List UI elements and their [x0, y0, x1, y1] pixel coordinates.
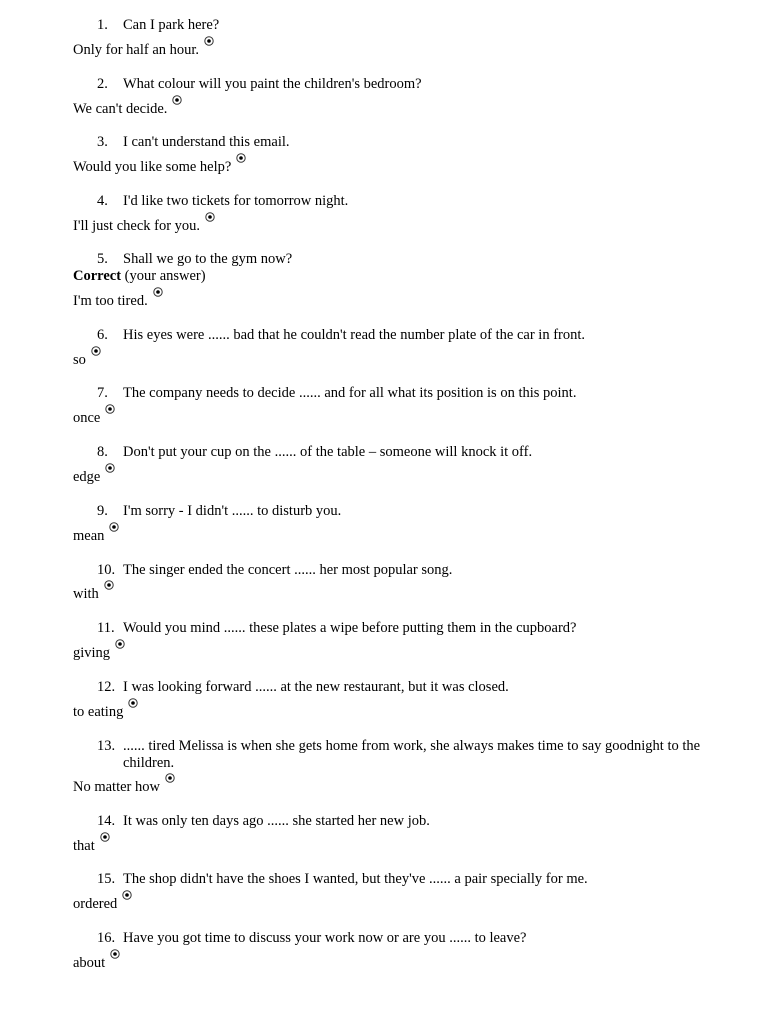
answer-option-5[interactable]	[73, 293, 163, 310]
answer-option-13[interactable]	[73, 779, 175, 796]
question-number: 2.	[97, 76, 108, 92]
radio-selected-icon[interactable]	[122, 890, 132, 900]
radio-selected-icon[interactable]	[105, 404, 115, 414]
question-text: ...... tired Melissa is when she gets home from work, she always makes time to say goodnight to the children.	[123, 738, 701, 771]
feedback-note: (your answer)	[124, 268, 206, 284]
question-15	[97, 871, 747, 888]
radio-selected-icon[interactable]	[153, 287, 163, 297]
answer-option-9[interactable]	[73, 528, 119, 545]
question-number: 4.	[97, 193, 108, 209]
question-text: The singer ended the concert ...... her most popular song.	[123, 562, 453, 578]
question-16	[97, 930, 747, 947]
answer-text: with	[73, 586, 99, 602]
answer-text: giving	[73, 645, 111, 661]
question-9	[97, 503, 747, 520]
answer-text: to eating	[73, 704, 124, 720]
question-8	[97, 444, 747, 461]
question-5	[97, 251, 747, 268]
radio-selected-icon[interactable]	[110, 949, 120, 959]
question-number: 16.	[97, 930, 116, 946]
question-13	[97, 738, 747, 772]
radio-selected-icon[interactable]	[104, 580, 114, 590]
question-number: 5.	[97, 251, 108, 267]
radio-selected-icon[interactable]	[236, 153, 246, 163]
question-4	[97, 193, 747, 210]
question-text: His eyes were ...... bad that he couldn't read the number plate of the car in front.	[123, 327, 586, 343]
answer-text: mean	[73, 528, 105, 544]
question-number: 13.	[97, 738, 116, 754]
question-text: Don't put your cup on the ...... of the table – someone will knock it off.	[123, 444, 533, 460]
answer-option-7[interactable]	[73, 410, 115, 427]
radio-selected-icon[interactable]	[204, 36, 214, 46]
question-1	[97, 17, 747, 34]
answer-text: once	[73, 410, 101, 426]
question-number: 7.	[97, 385, 108, 401]
question-text: It was only ten days ago ...... she started her new job.	[123, 813, 430, 829]
question-text: I'm sorry - I didn't ...... to disturb you.	[123, 503, 342, 519]
answer-option-16[interactable]	[73, 955, 120, 972]
question-11	[97, 620, 747, 637]
answer-text: Only for half an hour.	[73, 42, 200, 58]
radio-selected-icon[interactable]	[100, 832, 110, 842]
question-number: 8.	[97, 444, 108, 460]
question-text: I can't understand this email.	[123, 134, 290, 150]
question-text: I'd like two tickets for tomorrow night.	[123, 193, 349, 209]
question-number: 11.	[97, 620, 115, 636]
question-text: Shall we go to the gym now?	[123, 251, 293, 267]
question-10	[97, 562, 747, 579]
correct-label: Correct	[73, 268, 122, 284]
answer-option-2[interactable]	[73, 101, 182, 118]
answer-text: Would you like some help?	[73, 159, 232, 175]
radio-selected-icon[interactable]	[105, 463, 115, 473]
question-number: 1.	[97, 17, 108, 33]
question-number: 15.	[97, 871, 116, 887]
radio-selected-icon[interactable]	[172, 95, 182, 105]
answer-text: so	[73, 352, 86, 368]
question-number: 10.	[97, 562, 116, 578]
answer-option-3[interactable]	[73, 159, 246, 176]
question-text: Can I park here?	[123, 17, 220, 33]
answer-option-12[interactable]	[73, 704, 138, 721]
question-number: 3.	[97, 134, 108, 150]
answer-text: I'll just check for you.	[73, 218, 201, 234]
question-number: 6.	[97, 327, 108, 343]
answer-option-6[interactable]	[73, 352, 101, 369]
answer-text: about	[73, 955, 106, 971]
answer-text: We can't decide.	[73, 101, 168, 117]
question-text: I was looking forward ...... at the new restaurant, but it was closed.	[123, 679, 509, 695]
question-text: The company needs to decide ...... and for all what its position is on this point.	[123, 385, 577, 401]
radio-selected-icon[interactable]	[115, 639, 125, 649]
answer-option-14[interactable]	[73, 838, 110, 855]
answer-text: No matter how	[73, 779, 160, 795]
answer-option-11[interactable]	[73, 645, 125, 662]
question-3	[97, 134, 747, 151]
answer-text: ordered	[73, 896, 118, 912]
question-7	[97, 385, 747, 402]
answer-option-4[interactable]	[73, 218, 215, 235]
answer-option-10[interactable]	[73, 586, 114, 603]
feedback-line	[73, 268, 206, 285]
question-12	[97, 679, 747, 696]
question-6	[97, 327, 747, 344]
radio-selected-icon[interactable]	[128, 698, 138, 708]
question-text: What colour will you paint the children's bedroom?	[123, 76, 422, 92]
question-number: 12.	[97, 679, 116, 695]
answer-text: edge	[73, 469, 101, 485]
radio-selected-icon[interactable]	[91, 346, 101, 356]
question-text: Would you mind ...... these plates a wipe before putting them in the cupboard?	[123, 620, 577, 636]
radio-selected-icon[interactable]	[109, 522, 119, 532]
answer-option-8[interactable]	[73, 469, 115, 486]
answer-text: I'm too tired.	[73, 293, 148, 309]
radio-selected-icon[interactable]	[205, 212, 215, 222]
answer-option-1[interactable]	[73, 42, 214, 59]
radio-selected-icon[interactable]	[165, 773, 175, 783]
question-text: Have you got time to discuss your work now or are you ...... to leave?	[123, 930, 527, 946]
question-2	[97, 76, 747, 93]
question-14	[97, 813, 747, 830]
question-number: 9.	[97, 503, 108, 519]
question-number: 14.	[97, 813, 116, 829]
answer-text: that	[73, 838, 95, 854]
answer-option-15[interactable]	[73, 896, 132, 913]
question-text: The shop didn't have the shoes I wanted, but they've ...... a pair specially for me.	[123, 871, 588, 887]
